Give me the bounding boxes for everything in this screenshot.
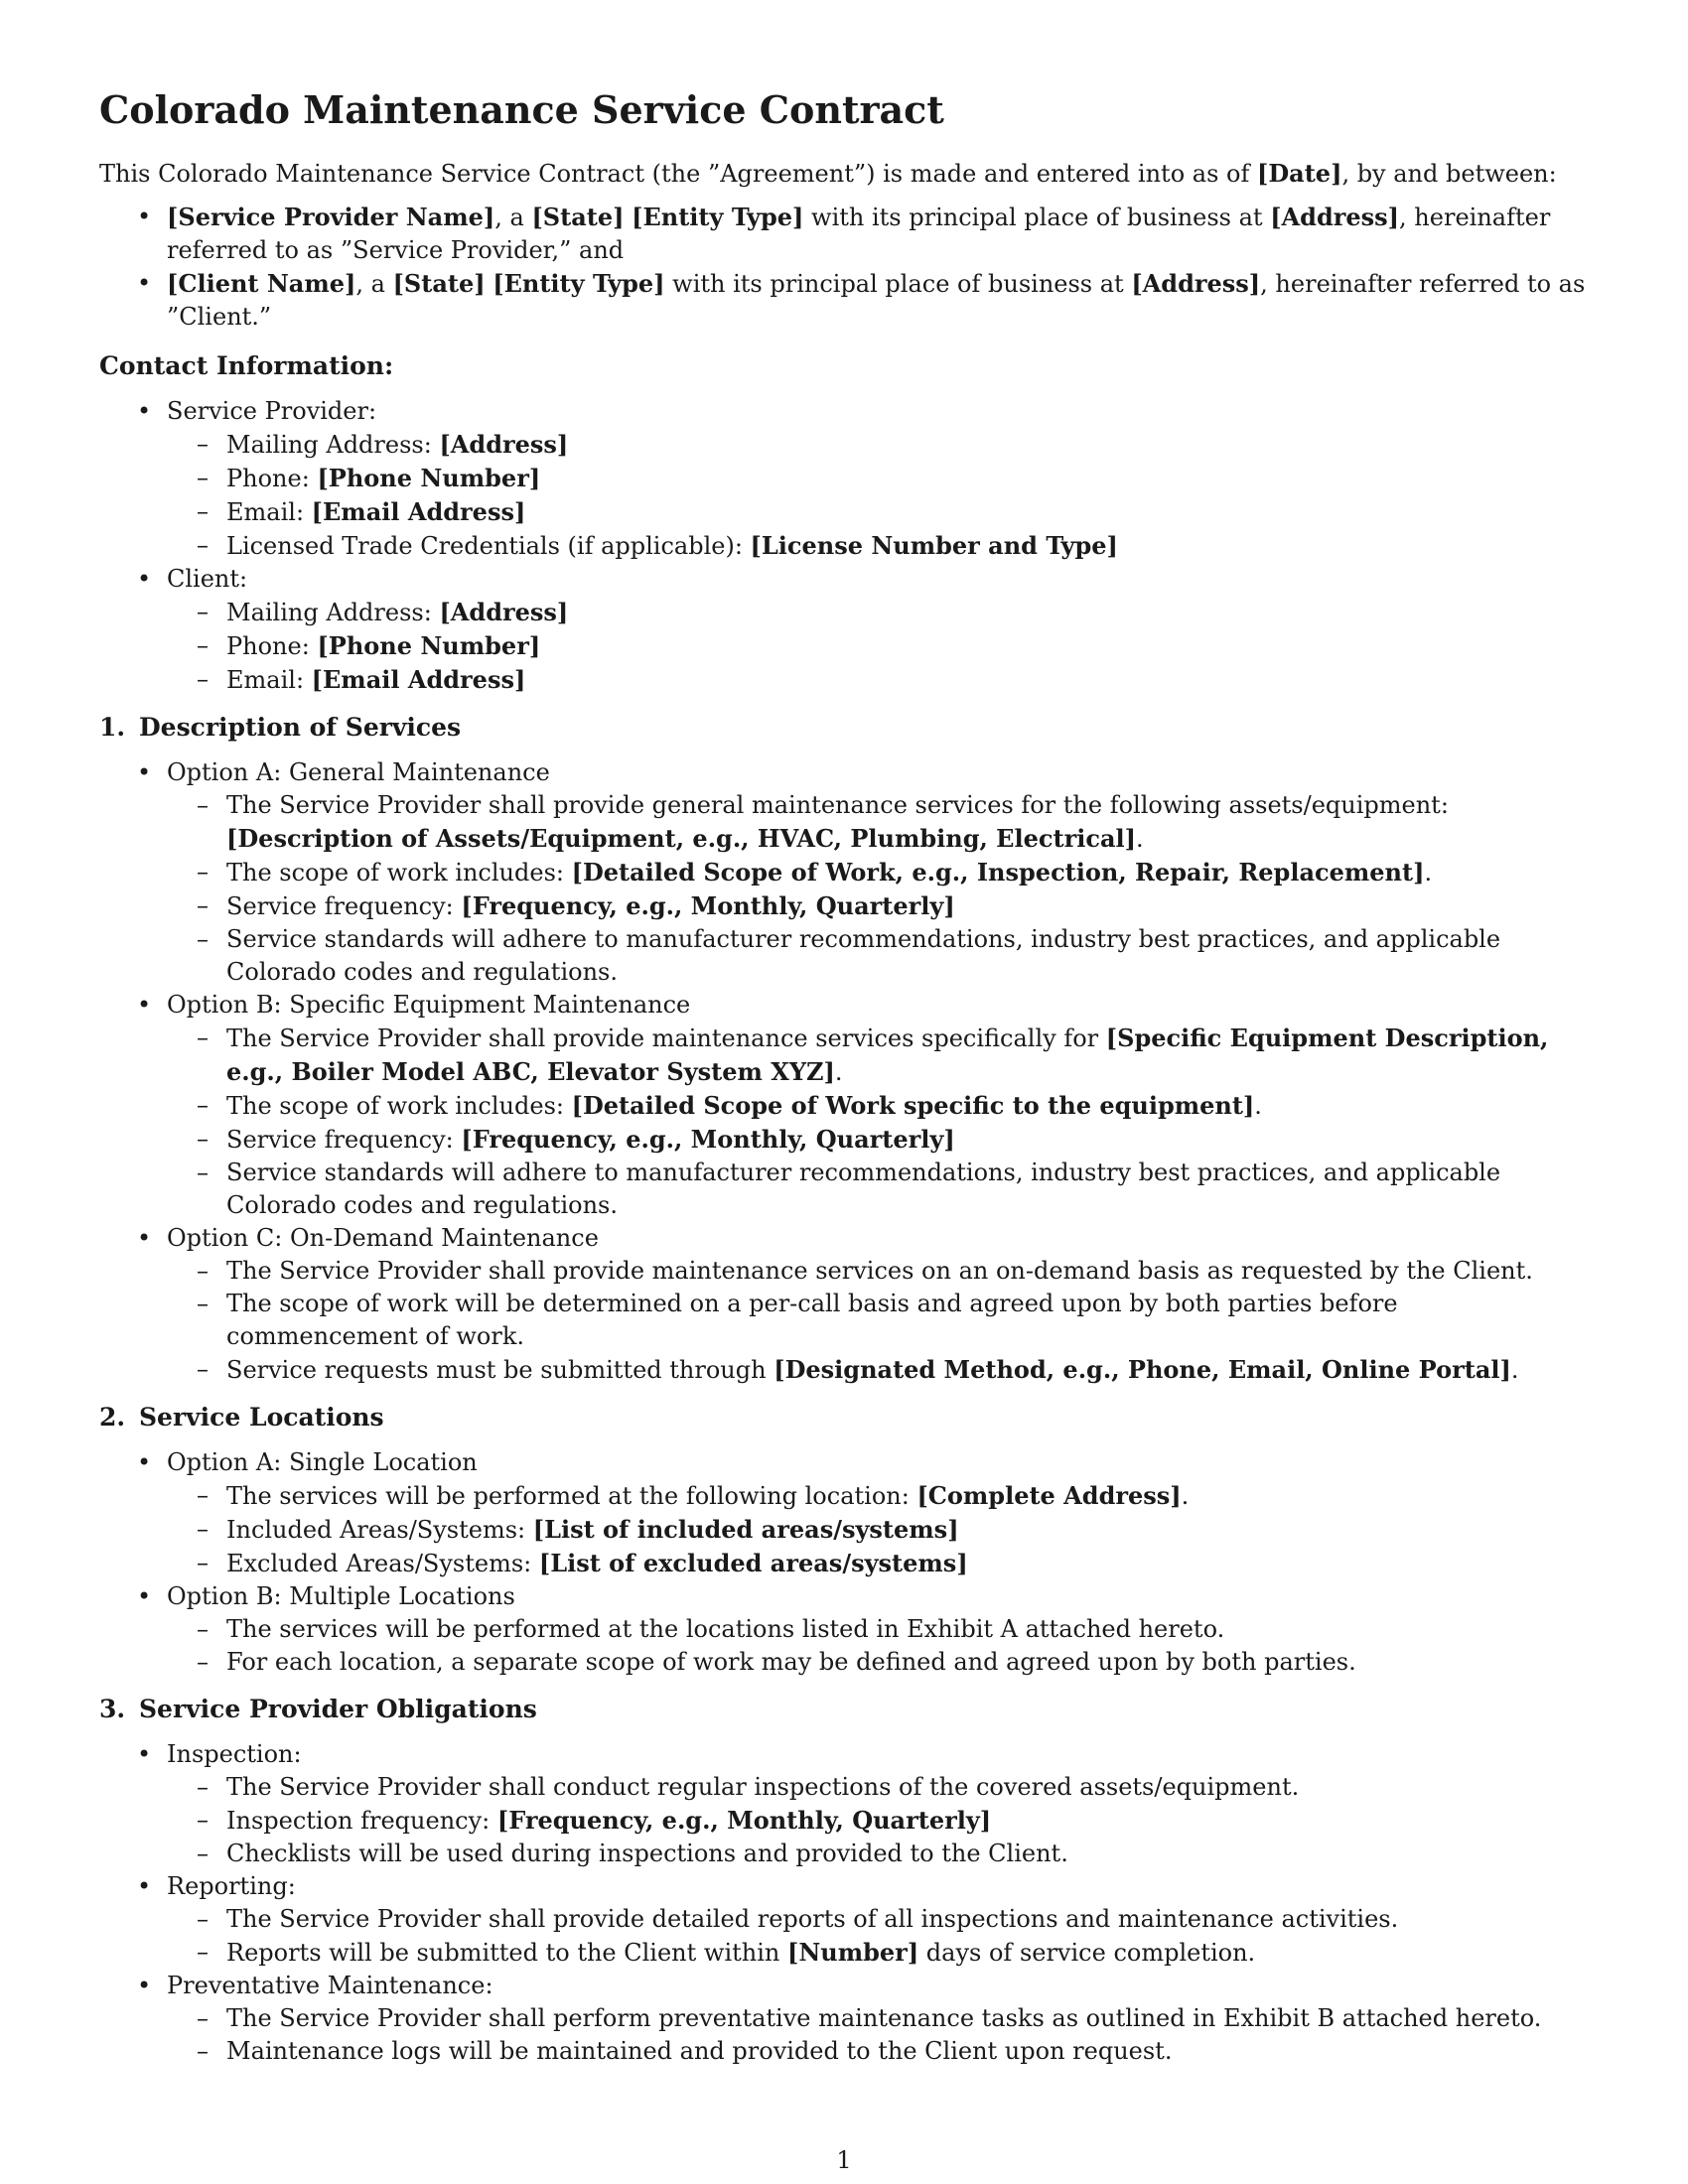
placeholder: [List of included areas/systems] xyxy=(532,1514,959,1544)
preventative-items xyxy=(167,2002,1589,2068)
list-item xyxy=(167,495,1589,529)
list-item xyxy=(167,1838,1589,1870)
contact-client-label: Client: xyxy=(167,564,248,593)
option-b xyxy=(99,989,1589,1222)
contact-provider-label: Service Provider: xyxy=(167,396,377,425)
placeholder: [Designated Method, e.g., Phone, Email, Online Portal] xyxy=(774,1354,1511,1384)
text: . xyxy=(1510,1355,1519,1384)
option-a-items xyxy=(167,789,1589,989)
text: Maintenance logs will be maintained and provided to the Client upon request. xyxy=(226,2036,1173,2065)
text: The services will be performed at the following location: xyxy=(226,1481,917,1510)
section-number: 1. xyxy=(99,712,126,742)
text: , a xyxy=(494,203,532,231)
list-item xyxy=(167,1089,1589,1123)
placeholder: [List of excluded areas/systems] xyxy=(538,1548,968,1577)
placeholder: [Detailed Scope of Work, e.g., Inspection, Repair, Replacement] xyxy=(571,857,1425,887)
state-placeholder: [State] xyxy=(392,268,486,298)
section-title: Description of Services xyxy=(139,712,462,742)
text: The Service Provider shall perform preventative maintenance tasks as outlined in Exhibit B attached hereto. xyxy=(226,2003,1542,2032)
list-item xyxy=(167,1157,1589,1222)
text: with its principal place of business at xyxy=(664,269,1132,298)
placeholder: [License Number and Type] xyxy=(750,530,1118,560)
option-c-items xyxy=(167,1255,1589,1387)
text: Service frequency: xyxy=(226,891,462,920)
list-item xyxy=(167,1903,1589,1936)
option-b xyxy=(99,1580,1589,1679)
date-placeholder: [Date] xyxy=(1257,158,1342,188)
section-title: Service Provider Obligations xyxy=(139,1694,537,1723)
text: Mailing Address: xyxy=(226,598,440,626)
placeholder: [Email Address] xyxy=(311,664,526,694)
text: The services will be performed at the locations listed in Exhibit A attached hereto. xyxy=(226,1614,1225,1643)
text: The Service Provider shall provide maintenance services specifically for xyxy=(226,1024,1106,1052)
option-label: Reporting: xyxy=(167,1871,296,1900)
list-item xyxy=(167,789,1589,856)
text: days of service completion. xyxy=(918,1938,1256,1967)
list-item xyxy=(167,856,1589,889)
text: . xyxy=(1424,858,1433,887)
parties-list xyxy=(99,201,1589,334)
text: The Service Provider shall provide maintenance services on an on-demand basis as requested by the Client. xyxy=(226,1256,1533,1285)
reporting-items xyxy=(167,1903,1589,1970)
reporting xyxy=(99,1870,1589,1970)
contact-provider-items xyxy=(167,428,1589,563)
preventative-maintenance xyxy=(99,1970,1589,2068)
placeholder: [Number] xyxy=(786,1937,919,1967)
list-item xyxy=(167,1771,1589,1804)
list-item xyxy=(167,663,1589,697)
text: The scope of work includes: xyxy=(226,1091,572,1120)
section-number: 3. xyxy=(99,1694,126,1723)
page-number: 1 xyxy=(836,2146,852,2174)
text: Inspection frequency: xyxy=(226,1806,497,1835)
placeholder: [Phone Number] xyxy=(317,463,541,492)
text: with its principal place of business at xyxy=(803,203,1271,231)
list-item xyxy=(167,1022,1589,1089)
list-item xyxy=(167,1804,1589,1838)
list-item xyxy=(167,923,1589,989)
list-item xyxy=(167,1547,1589,1580)
contact-client xyxy=(99,563,1589,697)
placeholder: [Frequency, e.g., Monthly, Quarterly] xyxy=(461,1124,955,1154)
list-item xyxy=(167,2035,1589,2068)
text: Email: xyxy=(226,665,312,694)
option-b-items xyxy=(167,1613,1589,1679)
section-2-heading xyxy=(99,1401,1589,1434)
text: For each location, a separate scope of work may be defined and agreed upon by both parties. xyxy=(226,1647,1356,1676)
contact-heading: Contact Information: xyxy=(99,350,394,380)
party-client xyxy=(99,267,1589,334)
text: Service frequency: xyxy=(226,1125,462,1154)
list-item xyxy=(167,462,1589,495)
placeholder: [Specific Equipment Description, e.g., Boiler Model ABC, Elevator System XYZ] xyxy=(226,1023,1549,1086)
section-3-heading xyxy=(99,1693,1589,1726)
text: . xyxy=(1135,824,1144,853)
option-b-items xyxy=(167,1022,1589,1222)
option-label: Option A: General Maintenance xyxy=(167,757,550,786)
text: . xyxy=(1254,1091,1262,1120)
client-name-placeholder: [Client Name] xyxy=(167,268,356,298)
placeholder: [Description of Assets/Equipment, e.g., HVAC, Plumbing, Electrical] xyxy=(226,823,1136,853)
text: Email: xyxy=(226,497,312,526)
state-placeholder: [State] xyxy=(531,202,625,231)
list-item xyxy=(167,1646,1589,1679)
list-item xyxy=(167,1936,1589,1970)
list-item xyxy=(167,1613,1589,1646)
list-item xyxy=(167,889,1589,923)
placeholder: [Email Address] xyxy=(311,496,526,526)
option-c xyxy=(99,1222,1589,1387)
list-item xyxy=(167,2002,1589,2035)
list-item xyxy=(167,1255,1589,1288)
text: The Service Provider shall provide general maintenance services for the following assets/equipment: xyxy=(226,790,1449,819)
text: The Service Provider shall provide detailed reports of all inspections and maintenance activities. xyxy=(226,1904,1399,1933)
option-a xyxy=(99,1446,1589,1580)
list-item xyxy=(167,1513,1589,1547)
text: Licensed Trade Credentials (if applicable): xyxy=(226,531,751,560)
option-a xyxy=(99,756,1589,989)
text: Phone: xyxy=(226,464,318,492)
list-item xyxy=(167,529,1589,563)
option-label: Preventative Maintenance: xyxy=(167,1971,493,1999)
text: Service standards will adhere to manufacturer recommendations, industry best practices, and applicable Colorado codes and regulations. xyxy=(226,924,1501,986)
placeholder: [Complete Address] xyxy=(916,1480,1182,1510)
intro-paragraph xyxy=(99,157,1589,191)
list-item xyxy=(167,428,1589,462)
entity-placeholder: [Entity Type] xyxy=(632,202,804,231)
text: Excluded Areas/Systems: xyxy=(226,1549,539,1577)
placeholder: [Address] xyxy=(439,429,569,459)
inspection-items xyxy=(167,1771,1589,1870)
text: . xyxy=(1181,1481,1190,1510)
document-page xyxy=(99,87,1589,2068)
address-placeholder: [Address] xyxy=(1270,202,1400,231)
text: Checklists will be used during inspections and provided to the Client. xyxy=(226,1839,1068,1867)
option-a-items xyxy=(167,1479,1589,1580)
text: The Service Provider shall conduct regular inspections of the covered assets/equipment. xyxy=(226,1772,1300,1801)
contact-client-items xyxy=(167,596,1589,697)
section-2-list xyxy=(99,1446,1589,1679)
placeholder: [Frequency, e.g., Monthly, Quarterly] xyxy=(496,1805,992,1835)
placeholder: [Phone Number] xyxy=(317,630,541,660)
text: Service standards will adhere to manufacturer recommendations, industry best practices, and applicable Colorado codes and regulations. xyxy=(226,1158,1501,1219)
document-title: Colorado Maintenance Service Contract xyxy=(99,87,944,132)
option-label: Inspection: xyxy=(167,1739,302,1768)
list-item xyxy=(167,1123,1589,1157)
party-provider xyxy=(99,201,1589,267)
text: Service requests must be submitted through xyxy=(226,1355,774,1384)
intro-text-end: , by and between: xyxy=(1341,159,1557,188)
contact-provider xyxy=(99,395,1589,563)
list-item xyxy=(167,629,1589,663)
contact-list xyxy=(99,395,1589,697)
text: , hereinafter referred to as ”Service Provider,” and xyxy=(167,203,1551,264)
text: , hereinafter referred to as ”Client.” xyxy=(167,269,1586,331)
text: , a xyxy=(355,269,393,298)
text: Reports will be submitted to the Client within xyxy=(226,1938,787,1967)
text: Mailing Address: xyxy=(226,430,440,459)
option-label: Option A: Single Location xyxy=(167,1447,478,1476)
option-label: Option B: Specific Equipment Maintenance xyxy=(167,990,691,1019)
entity-placeholder: [Entity Type] xyxy=(492,268,665,298)
address-placeholder: [Address] xyxy=(1131,268,1261,298)
section-1-list xyxy=(99,756,1589,1387)
text: Included Areas/Systems: xyxy=(226,1515,533,1544)
inspection xyxy=(99,1738,1589,1870)
list-item xyxy=(167,1353,1589,1387)
section-number: 2. xyxy=(99,1402,126,1432)
provider-name-placeholder: [Service Provider Name] xyxy=(167,202,495,231)
placeholder: [Frequency, e.g., Monthly, Quarterly] xyxy=(461,890,955,920)
section-title: Service Locations xyxy=(139,1402,384,1432)
list-item xyxy=(167,1288,1589,1353)
placeholder: [Address] xyxy=(439,597,569,626)
option-label: Option C: On-Demand Maintenance xyxy=(167,1223,599,1252)
text: The scope of work includes: xyxy=(226,858,572,887)
intro-text: This Colorado Maintenance Service Contract (the ”Agreement”) is made and entered into as of xyxy=(99,159,1257,188)
placeholder: [Detailed Scope of Work specific to the equipment] xyxy=(571,1090,1255,1120)
section-1-heading xyxy=(99,711,1589,745)
text: The scope of work will be determined on a per-call basis and agreed upon by both parties before commencement of work. xyxy=(226,1289,1398,1350)
text: . xyxy=(834,1057,843,1086)
list-item xyxy=(167,596,1589,629)
option-label: Option B: Multiple Locations xyxy=(167,1581,515,1610)
list-item xyxy=(167,1479,1589,1513)
section-3-list xyxy=(99,1738,1589,2068)
text: Phone: xyxy=(226,631,318,660)
